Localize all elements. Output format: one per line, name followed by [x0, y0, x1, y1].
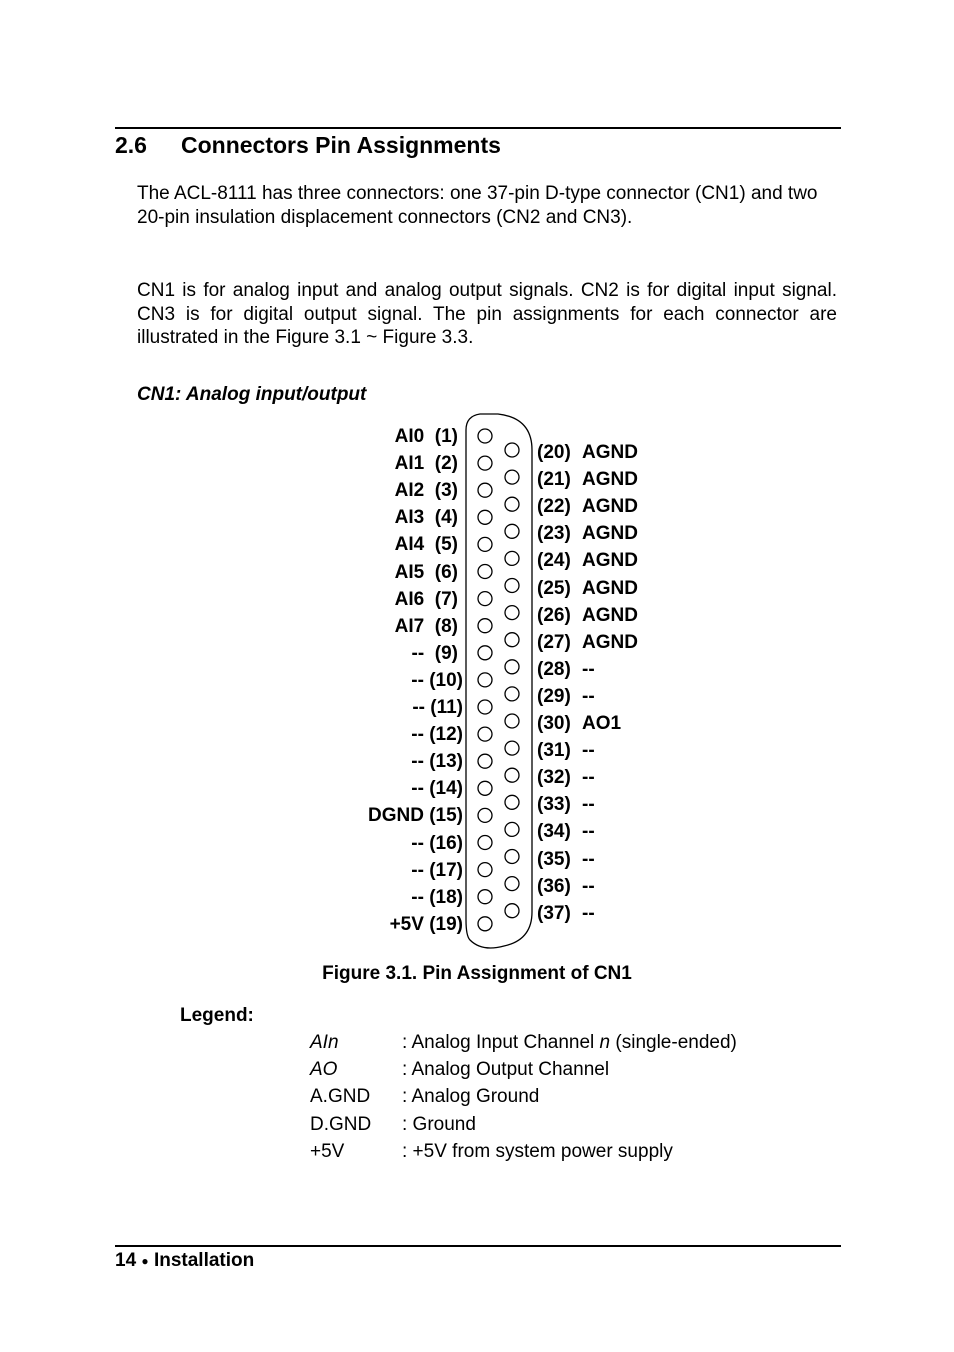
pin-signal: +5V	[389, 913, 424, 935]
pin-circle	[505, 822, 519, 836]
pin-signal: --	[582, 685, 595, 707]
pin-signal: AGND	[582, 469, 638, 491]
pin-number: (37)	[537, 902, 571, 924]
right-pin-label	[537, 875, 595, 898]
left-pin-label	[412, 697, 463, 719]
pin-signal: --	[582, 875, 595, 897]
right-pin-label	[537, 794, 595, 816]
left-pin-label	[395, 562, 458, 584]
pin-number: (6)	[434, 561, 458, 583]
pin-circle	[505, 741, 519, 755]
pin-number: (19)	[429, 913, 463, 935]
page-footer	[115, 1250, 254, 1272]
pin-signal: --	[411, 886, 424, 908]
cn1-subheading: CN1: Analog input/output	[137, 384, 367, 405]
pin-signal: AI1	[394, 453, 425, 475]
pin-number: (28)	[537, 658, 571, 680]
pin-signal: AI6	[394, 588, 425, 610]
right-pin-label	[537, 577, 638, 600]
pin-number: (34)	[537, 821, 571, 843]
pin-circle	[505, 877, 519, 891]
pin-circle	[478, 836, 492, 850]
connector-shell	[466, 414, 532, 948]
pin-number: (35)	[537, 848, 571, 870]
pin-circle	[505, 850, 519, 864]
left-pin-label	[411, 751, 463, 773]
pin-circle	[478, 863, 492, 877]
pin-circle	[505, 768, 519, 782]
right-pin-label	[537, 631, 638, 654]
pin-circle	[478, 727, 492, 741]
pin-circle	[505, 606, 519, 620]
left-pin-label	[395, 616, 458, 638]
figure-caption	[0, 963, 954, 985]
right-pin-label	[537, 442, 638, 464]
intro-paragraph: The ACL-8111 has three connectors: one 37-pin D-type connector (CN1) and two 20-pin insulation displacement connectors (CN2 and CN3).	[137, 183, 818, 228]
pin-circle	[505, 795, 519, 809]
pin-number: (11)	[430, 697, 463, 718]
pin-circle	[505, 497, 519, 511]
pin-circle	[505, 687, 519, 701]
pin-circles	[478, 429, 519, 931]
pin-number: (16)	[429, 832, 463, 854]
pin-number: (3)	[434, 480, 458, 502]
pin-signal: AGND	[582, 550, 638, 572]
pin-signal: AI2	[394, 480, 425, 502]
pin-signal: --	[411, 669, 424, 691]
right-pin-label	[537, 469, 638, 491]
right-pin-label	[537, 821, 595, 843]
pin-number: (14)	[429, 778, 463, 800]
left-pin-label	[411, 778, 463, 800]
pin-number: (7)	[434, 588, 458, 610]
pin-number: (30)	[537, 713, 571, 734]
pin-number: (12)	[429, 724, 463, 746]
left-pin-label	[411, 887, 463, 909]
pin-signal: --	[582, 902, 595, 924]
pin-signal: --	[411, 642, 425, 664]
pin-signal: --	[582, 767, 595, 789]
pin-circle	[478, 483, 492, 497]
left-pin-label	[395, 453, 458, 475]
pin-number: (1)	[434, 426, 458, 447]
pin-number: (23)	[537, 523, 571, 545]
pin-circle	[505, 524, 519, 538]
right-pin-label	[537, 740, 595, 762]
legend-description: : Ground	[402, 1113, 476, 1135]
left-pin-label	[411, 670, 463, 692]
pin-signal: AGND	[582, 577, 638, 599]
legend-title: Legend:	[180, 1005, 254, 1026]
right-pin-label	[537, 902, 595, 925]
pin-signal: --	[411, 832, 424, 854]
pin-number: (13)	[429, 751, 463, 773]
pin-signal: AI0	[394, 426, 425, 447]
pin-circle	[478, 646, 492, 660]
pin-circle	[505, 443, 519, 457]
right-pin-label	[537, 848, 595, 871]
left-pin-label	[395, 480, 458, 502]
left-pin-label	[395, 534, 458, 556]
pin-circle	[478, 754, 492, 768]
pin-circle	[478, 700, 492, 714]
legend-term: D.GND	[310, 1113, 372, 1135]
right-pin-label	[537, 713, 622, 735]
pin-number: (36)	[537, 875, 571, 897]
pin-number: (27)	[537, 631, 571, 653]
pin-number: (10)	[429, 669, 463, 691]
pin-signal: AGND	[582, 442, 638, 463]
pin-number: (5)	[434, 534, 458, 556]
pin-number: (4)	[434, 507, 458, 529]
pin-circle	[478, 510, 492, 524]
pin-circle	[478, 890, 492, 904]
pin-number: (21)	[537, 469, 571, 491]
pin-signal: --	[582, 658, 595, 680]
pin-circle	[478, 537, 492, 551]
pin-signal: --	[582, 848, 595, 870]
left-pin-label	[395, 589, 458, 611]
pin-signal: --	[582, 794, 595, 816]
pin-signal: --	[582, 821, 595, 843]
pin-number: (22)	[537, 496, 571, 518]
section-number: 2.6	[115, 132, 147, 158]
pin-circle	[505, 904, 519, 918]
pin-signal: AI4	[394, 534, 425, 556]
legend-description: : Analog Input Channel n (single-ended)	[402, 1032, 737, 1053]
legend-term: AIn	[310, 1032, 339, 1053]
cn-description-paragraph: CN1 is for analog input and analog output signals. CN2 is for digital input signal. CN3 is for digital output signal. The pin assignments for each connector are illustrated in the Figure 3.1 ~ Figure 3.3.	[137, 280, 837, 348]
left-pin-label	[412, 643, 458, 665]
pin-signal: --	[582, 740, 595, 762]
left-pin-label	[395, 507, 458, 529]
pin-signal: AGND	[582, 523, 638, 545]
pin-number: (24)	[537, 550, 571, 572]
pin-circle	[505, 551, 519, 565]
pin-number: (26)	[537, 604, 571, 626]
pin-circle	[478, 673, 492, 687]
bullet-icon: ●	[141, 1253, 149, 1268]
pin-signal: AO1	[582, 713, 622, 734]
pin-number: (31)	[537, 740, 571, 762]
pin-number: (2)	[434, 453, 458, 475]
left-pin-label	[390, 914, 463, 936]
pin-circle	[478, 429, 492, 443]
left-pin-label	[395, 426, 458, 448]
pin-number: (18)	[429, 886, 463, 908]
pin-circle	[505, 579, 519, 593]
left-pin-label	[411, 860, 463, 882]
pin-circle	[478, 808, 492, 822]
pin-number: (32)	[537, 767, 571, 789]
left-pin-label	[368, 805, 463, 827]
right-pin-label	[537, 604, 638, 627]
pin-signal: AI7	[394, 615, 425, 637]
pin-number: (25)	[537, 577, 571, 599]
right-pin-label	[537, 658, 595, 681]
pin-signal: DGND	[367, 805, 424, 827]
pin-signal: --	[411, 778, 424, 800]
figure-caption-text: Figure 3.1. Pin Assignment of CN1	[322, 963, 632, 984]
pin-circle	[478, 456, 492, 470]
right-pin-label	[537, 496, 638, 518]
left-pin-label	[411, 724, 463, 746]
pin-signal: AGND	[582, 631, 638, 653]
pin-signal: --	[411, 859, 424, 881]
page-number: 14	[115, 1250, 137, 1271]
legend-description: : +5V from system power supply	[402, 1140, 673, 1162]
section-title: Connectors Pin Assignments	[181, 132, 501, 158]
pin-circle	[505, 714, 519, 728]
pin-number: (15)	[429, 805, 463, 827]
bottom-rule	[115, 1245, 841, 1247]
pin-signal: AI5	[394, 561, 425, 583]
pin-circle	[478, 619, 492, 633]
pin-number: (9)	[434, 642, 458, 664]
pin-signal: --	[411, 724, 424, 746]
pin-circle	[478, 565, 492, 579]
pin-circle	[478, 917, 492, 931]
pin-signal: AGND	[582, 604, 638, 626]
right-pin-label	[537, 685, 595, 708]
left-pin-label	[411, 833, 463, 855]
legend-term: +5V	[310, 1140, 345, 1162]
pin-number: (20)	[537, 442, 571, 463]
pin-circle	[505, 660, 519, 674]
pin-number: (17)	[429, 859, 463, 881]
pin-signal: --	[412, 697, 425, 718]
pin-signal: --	[411, 751, 424, 773]
pin-number: (29)	[537, 685, 571, 707]
pin-number: (8)	[434, 615, 458, 637]
pin-circle	[478, 781, 492, 795]
chapter-name: Installation	[153, 1250, 255, 1271]
pin-signal: AI3	[394, 507, 425, 529]
pin-signal: AGND	[582, 496, 638, 518]
pin-number: (33)	[537, 794, 571, 816]
right-pin-label	[537, 767, 595, 789]
right-pin-label	[537, 550, 638, 572]
pin-circle	[505, 470, 519, 484]
legend-description: : Analog Ground	[402, 1086, 540, 1108]
pin-circle	[505, 633, 519, 647]
pin-circle	[478, 592, 492, 606]
legend-description: : Analog Output Channel	[402, 1059, 610, 1081]
legend-term: AO	[310, 1059, 338, 1081]
legend-term: A.GND	[310, 1086, 371, 1108]
right-pin-label	[537, 523, 638, 545]
